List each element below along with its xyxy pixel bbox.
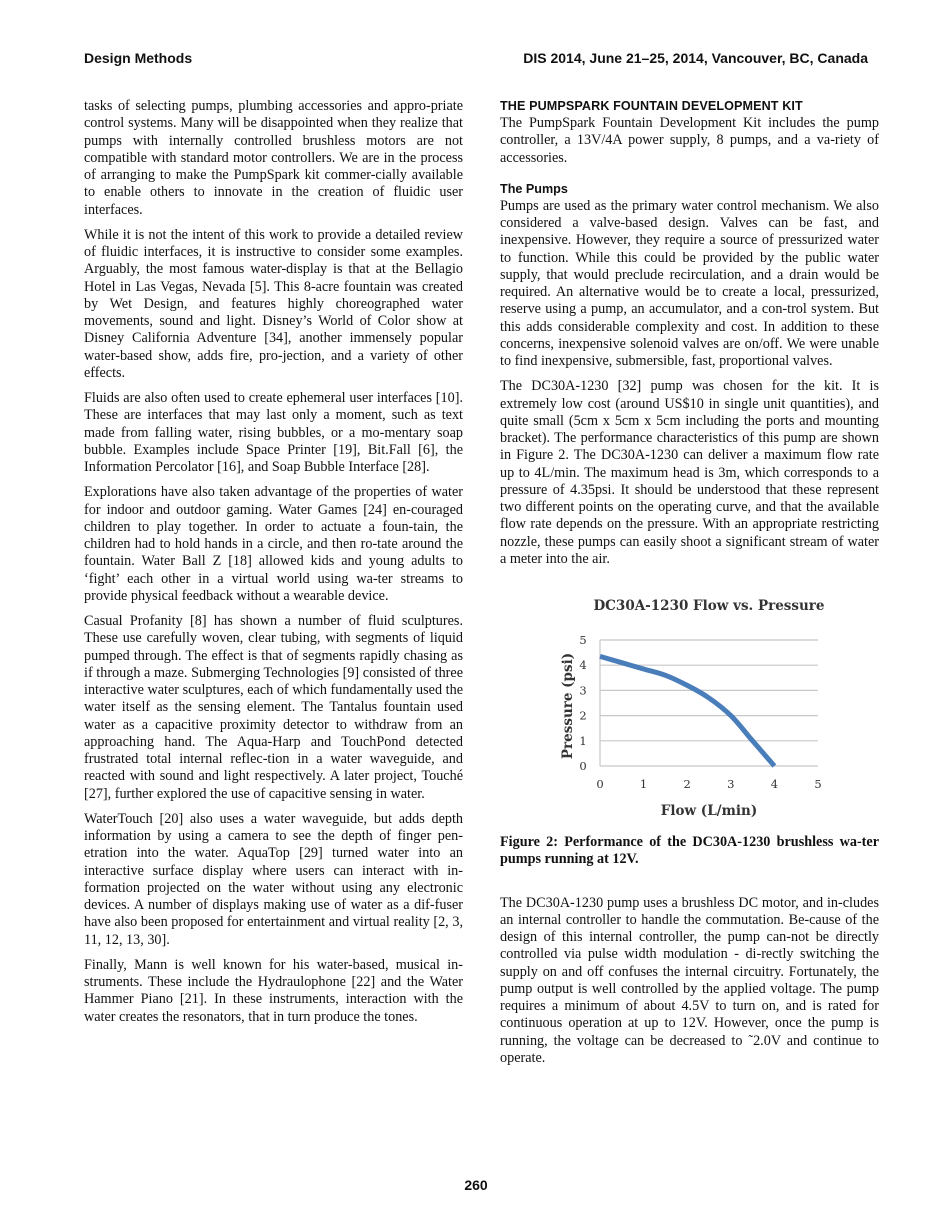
left-column	[84, 98, 463, 1034]
paragraph: The DC30A-1230 pump uses a brushless DC motor, and in-cludes an internal controller to handle the commutation. Be-cause of the design of this internal controller, the pump can-not be directly controlled via pulse width modulation - di-rectly switching the supply on and off confuses the internal circuitry. Fortunately, the pump output is well controlled by the applied voltage. The pump requires a minimum of about 4.5V to turn on, and is rated for continuous operation at up to 12V. However, once the pump is running, the voltage can be decreased to ˜2.0V and continue to operate.	[500, 894, 879, 1066]
chart-gridlines	[600, 640, 818, 766]
x-tick-label: 4	[770, 777, 779, 791]
running-header-section: Design Methods	[84, 50, 193, 66]
y-axis-ticks	[579, 633, 586, 773]
right-column	[500, 98, 879, 1075]
figure-caption: Figure 2: Performance of the DC30A-1230 brushless wa-ter pumps running at 12V.	[500, 834, 879, 868]
y-tick-label: 5	[579, 633, 587, 647]
paragraph: Pumps are used as the primary water control mechanism. We also considered a valve-based design. Valves can be fast, and inexpensive. However, they require a source of pressurized water to function. While this could be provided by the public water supply, that would preclude recirculation, and a drain would be required. An alternative would be to create a local, pressurized, reserve using a pump, an accumulator, and a con-trol system. But this adds considerable complexity and cost. In addition to these concerns, inexpensive solenoid valves are on/off. We were unable to find inexpensive, submersible, fast, proportional valves.	[500, 197, 879, 369]
x-axis-label: Flow (L/min)	[660, 803, 758, 819]
y-tick-label: 4	[579, 658, 587, 673]
data-line	[600, 656, 774, 766]
y-axis-label: Pressure (psi)	[560, 652, 576, 760]
x-tick-label: 2	[683, 777, 691, 791]
y-tick-label: 0	[579, 759, 587, 773]
x-axis-ticks	[596, 777, 821, 791]
x-tick-label: 1	[639, 777, 648, 791]
paragraph: WaterTouch [20] also uses a water waveguide, but adds depth information by using a camera to see the depth of finger pen-etration into the water. AquaTop [29] turned water into an interactive surface display where users can interact with in-formation projected on the water without using any electronic devices. A number of displays making use of water as a dif-fuser have also been proposed for entertainment and virtual reality [2, 3, 11, 12, 13, 30].	[84, 810, 463, 948]
paragraph: While it is not the intent of this work to provide a detailed review of fluidic interfaces, it is instructive to consider some examples. Arguably, the most famous water-display is that at the Bellagio Hotel in Las Vegas, Nevada [5]. This 8-acre fountain was created by Wet Design, and features highly choreographed water movements, sound and light. Disney’s World of Color show at Disney California Adventure [34], another immensely popular water-based show, adds fire, pro-jection, and a variety of other effects.	[84, 226, 463, 381]
x-tick-label: 5	[814, 777, 822, 791]
paragraph: The DC30A-1230 [32] pump was chosen for the kit. It is extremely low cost (around US$10 in single unit quantities), and quite small (5cm x 5cm x 5cm including the ports and mounting bracket). The performance characteristics of this pump are shown in Figure 2. The DC30A-1230 can deliver a maximum flow rate up to 4L/min. The maximum head is 3m, which corresponds to a pressure of 4.35psi. It should be understood that these represent two different points on the operating curve, and that the available flow rate depends on the pressure. With an appropriate restricting nozzle, these pumps can easily shoot a significant stream of water a meter into the air.	[500, 378, 879, 567]
paragraph: Fluids are also often used to create ephemeral user interfaces [10]. These are interfaces that may last only a moment, such as text made from falling water, rising bubbles, or a mo-mentary soap bubble. Examples include Space Printer [19], Bit.Fall [6], the Information Percolator [16], and Soap Bubble Interface [28].	[84, 390, 463, 475]
paragraph: Finally, Mann is well known for his water-based, musical in-struments. These include the Hydraulophone [22] and the Water Hammer Piano [21]. In these instruments, interaction with the water creates the resonators, that in turn produce the tones.	[84, 956, 463, 1025]
paragraph: The PumpSpark Fountain Development Kit includes the pump controller, a 13V/4A power supply, 8 pumps, and a va-riety of accessories.	[500, 115, 879, 166]
paragraph: Explorations have also taken advantage of the properties of water for indoor and outdoor gaming. Water Games [24] en-couraged children to play together. In order to actuate a foun-tain, the children had to hold hands in a circle, and then ro-tate around the fountain. Water Ball Z [18] allowed kids and young adults to ‘fight’ each other in a virtual world using wa-ter streams to provide physical feedback without a wearable device.	[84, 484, 463, 604]
chart-title: DC30A-1230 Flow vs. Pressure	[593, 598, 825, 614]
paragraph: tasks of selecting pumps, plumbing accessories and appro-priate control systems. Many will be disappointed when they realize that pumps with internally controlled brushless motors are not compatible with standard motor controllers. We are in the process of arranging to make the PumpSpark kit commer-cially available to enable others to innovate in the creation of fluidic user interfaces.	[84, 98, 463, 218]
figure-chart	[500, 584, 879, 834]
page-number: 260	[464, 1177, 488, 1193]
y-tick-label: 3	[579, 683, 587, 698]
y-tick-label: 2	[579, 708, 587, 723]
subsection-heading: The Pumps	[500, 181, 568, 196]
x-tick-label: 0	[596, 777, 604, 791]
section-heading: THE PUMPSPARK FOUNTAIN DEVELOPMENT KIT	[500, 99, 803, 113]
running-header-venue: DIS 2014, June 21–25, 2014, Vancouver, BC, Canada	[523, 50, 868, 66]
flow-pressure-chart	[500, 584, 879, 834]
x-tick-label: 3	[727, 777, 735, 791]
y-tick-label: 1	[579, 733, 587, 748]
paragraph: Casual Profanity [8] has shown a number of fluid sculptures. These use carefully woven, clear tubing, with segments of liquid pumped through. The effect is that of segments rapidly chasing as if through a maze. Submerging Technologies [9] consisted of three interactive water sculptures, each of which fundamentally used the water itself as the sensing element. The Tantalus fountain used water as a capacitive proximity detector to withdraw from an approaching hand. The Aqua-Harp and TouchPond detected frustrated total internal reflec-tion in a water waveguide, and reacted with sound and light respectively. A later project, Touché [27], further explored the use of capacitive sensing in water.	[84, 613, 463, 802]
